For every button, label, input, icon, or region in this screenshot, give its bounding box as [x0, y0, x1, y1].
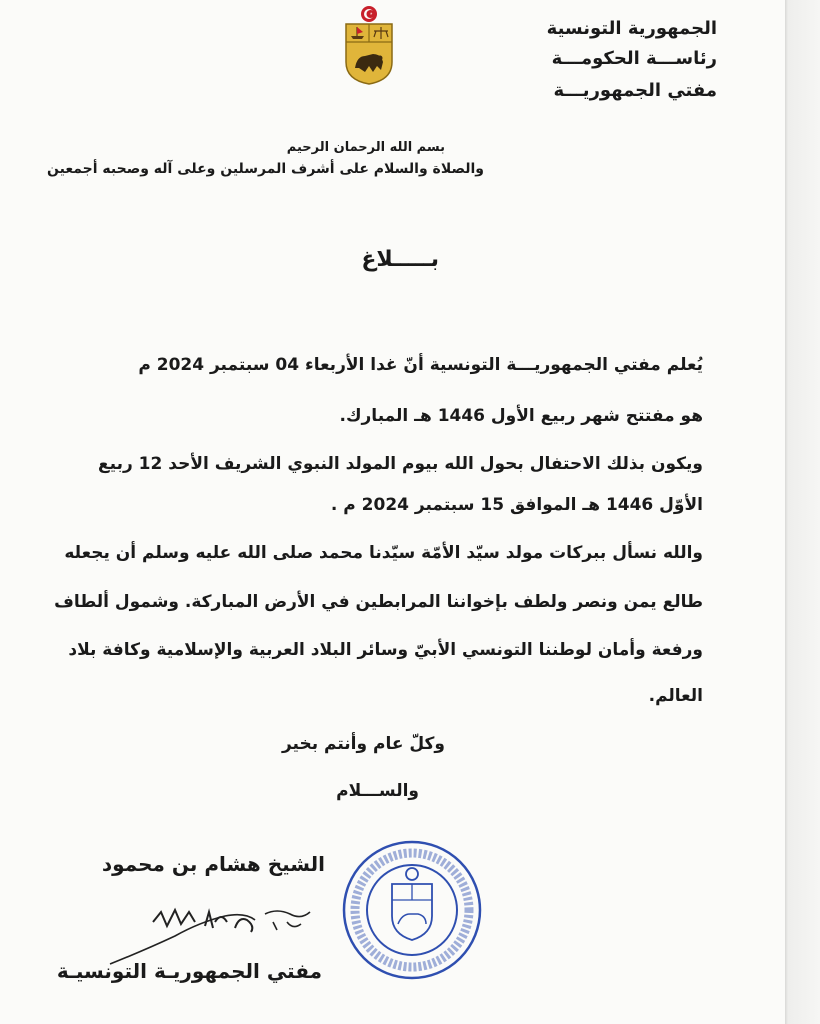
salutation: والصلاة والسلام على أشرف المرسلين وعلى آله وصحبه أجمعين: [47, 161, 484, 177]
closing-greeting: وكلّ عام وأنتم بخير: [281, 734, 445, 754]
header-republic: الجمهورية التونسية: [546, 18, 717, 39]
header-mufti: مفتي الجمهوريـــة: [553, 80, 717, 101]
body-line: يُعلم مفتي الجمهوريـــة التونسية أنّ غدا الأربعاء 04 سبتمبر 2024 م: [138, 355, 703, 375]
body-line: الأوّل 1446 هـ الموافق 15 سبتمبر 2024 م .: [330, 495, 703, 515]
body-line: ويكون بذلك الاحتفال بحول الله بيوم المولد النبوي الشريف الأحد 12 ربيع: [98, 454, 703, 474]
basmala: بسم الله الرحمان الرحيم: [286, 140, 445, 155]
official-stamp-icon: [340, 838, 485, 983]
page-edge: [785, 0, 820, 1024]
signatory-title: مفتي الجمهوريـة التونسيـة: [56, 959, 322, 983]
closing-salam: والســـلام: [336, 781, 419, 801]
page-title: بـــــلاغ: [361, 247, 439, 272]
body-line: ورفعة وأمان لوطننا التونسي الأبيّ وسائر البلاد العربية والإسلامية وكافة بلاد: [68, 640, 703, 660]
tunisia-coat-of-arms-icon: [340, 4, 398, 86]
header-government: رئاســـة الحكومـــة: [551, 48, 717, 69]
body-line: هو مفتتح شهر ربيع الأول 1446 هـ المبارك.: [339, 406, 703, 426]
body-line: طالع يمن ونصر ولطف بإخواننا المرابطين في الأرض المباركة. وشمول ألطاف: [54, 592, 703, 612]
body-line: والله نسأل ببركات مولد سيّد الأمّة سيّدنا محمد صلى الله عليه وسلم أن يجعله: [64, 543, 703, 563]
signatory-name: الشيخ هشام بن محمود: [101, 852, 325, 876]
body-line: العالم.: [648, 686, 703, 706]
